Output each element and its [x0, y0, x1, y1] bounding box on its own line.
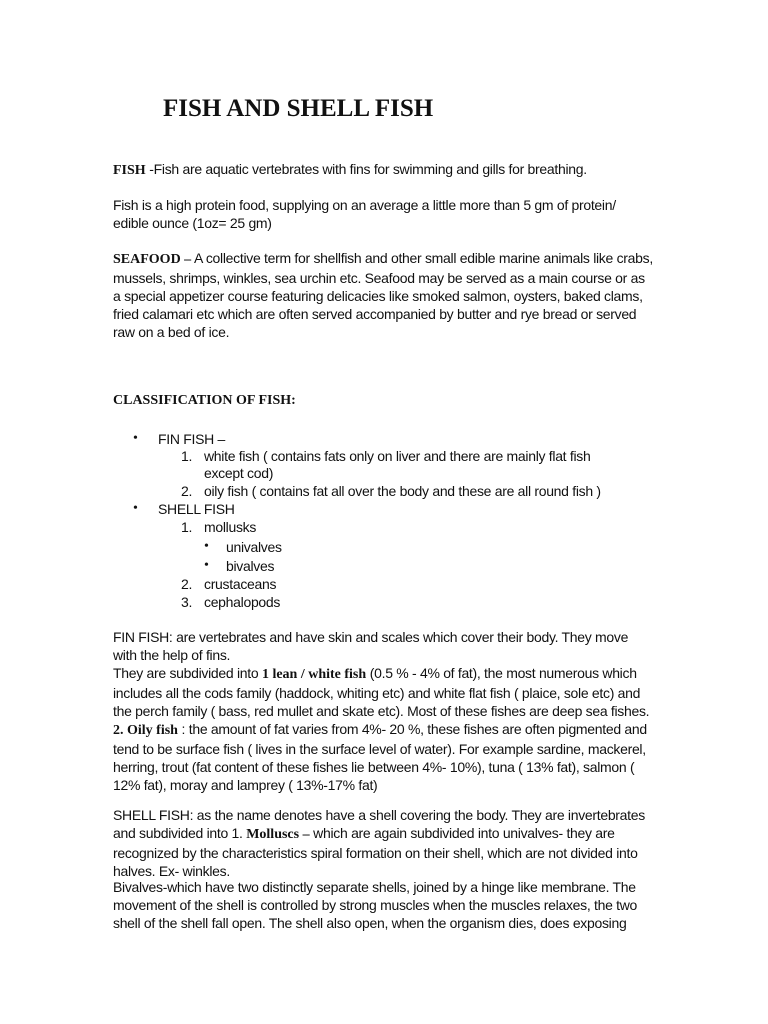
crustaceans-item: crustaceans	[204, 576, 277, 592]
bivalves-item: bivalves	[226, 558, 275, 574]
univalves-item: univalves	[226, 539, 282, 555]
mollusks-item: mollusks	[204, 519, 257, 535]
white-fish-item-continued: except cod)	[204, 465, 274, 481]
fish-definition	[113, 160, 653, 180]
bivalves-paragraph: Bivalves-which have two distinctly separate shells, joined by a hinge like membrane. The movement of the shell is controlled by strong muscles when the muscles relaxes, the two shell of the shell fall open. The shell also open, when the organism dies, does exposing	[113, 879, 638, 931]
seafood-definition-text: A collective term for shellfish and other small edible marine animals like crabs, mussels, shrimps, winkles, sea urchin etc. Seafood may be served as a main course or as a special appetizer course featuring delicacies like smoked salmon, oysters, baked clams, fried calamari etc which are often served accompanied by butter and rye bread or served raw on a bed of ice.	[113, 250, 653, 340]
fish-definition-text: -Fish are aquatic vertebrates with fins for swimming and gills for breathing.	[145, 161, 587, 177]
lean-fish-text: (0.5 % - 4% of fat), the most numerous which includes all the cods family (haddock, whiting etc) and white flat fish ( plaice, sole etc) and the perch family ( bass, red mullet and skate etc). Most of these fishes are deep sea fishes.	[113, 665, 650, 719]
list-number: 3.	[181, 594, 193, 610]
oily-fish-item: oily fish ( contains fat all over the body and these are all round fish )	[204, 483, 601, 499]
bullet-icon: •	[204, 539, 209, 554]
fish-term: FISH	[113, 163, 146, 178]
white-fish-item: white fish ( contains fats only on liver and there are mainly flat fish	[204, 448, 591, 464]
shell-fish-label: SHELL FISH	[158, 501, 235, 517]
protein-paragraph: Fish is a high protein food, supplying on an average a little more than 5 gm of protein/ edible ounce (1oz= 25 gm)	[113, 197, 616, 231]
molluscs-term: Molluscs –	[246, 827, 310, 842]
fin-fish-paragraph: FIN FISH: are vertebrates and have skin and scales which cover their body. They move with the help of fins.	[113, 629, 629, 663]
shell-fish-paragraph	[113, 806, 653, 880]
list-number: 2.	[181, 576, 193, 592]
document-title: FISH AND SHELL FISH	[163, 95, 434, 122]
fin-fish-subdivision-intro: They are subdivided into	[113, 665, 262, 681]
bullet-icon: •	[133, 501, 138, 516]
seafood-paragraph	[113, 249, 653, 341]
oily-fish-text: : the amount of fat varies from 4%- 20 %, these fishes are often pigmented and tend to be surface fish ( lives in the surface level of water). For example sardine, mackerel, herring, trout (fat content of these fishes lie between 4%- 10%), tuna ( 13% fat), salmon ( 12% fat), moray and lamprey ( 13%-17% fat)	[113, 721, 647, 793]
list-number: 1.	[181, 448, 193, 464]
list-number: 2.	[181, 483, 193, 499]
fin-fish-subdivision-paragraph	[113, 664, 653, 794]
cephalopods-item: cephalopods	[204, 594, 281, 610]
fin-fish-label: FIN FISH –	[158, 431, 226, 447]
shell-fish-intro: SHELL FISH: as the name denotes have a shell covering the body. They are invertebrates and subdivided into 1.	[113, 807, 645, 841]
oily-fish-term: 2. Oily fish	[113, 723, 178, 738]
seafood-term: SEAFOOD –	[113, 252, 192, 267]
bullet-icon: •	[133, 431, 138, 446]
lean-fish-term: 1 lean / white fish	[261, 667, 367, 682]
classification-heading: CLASSIFICATION OF FISH:	[113, 393, 296, 408]
list-number: 1.	[181, 519, 193, 535]
molluscs-text: which are again subdivided into univalves- they are recognized by the characteristics spiral formation on their shell, which are not divided into halves. Ex- winkles.	[113, 825, 638, 879]
bullet-icon: •	[204, 558, 209, 573]
